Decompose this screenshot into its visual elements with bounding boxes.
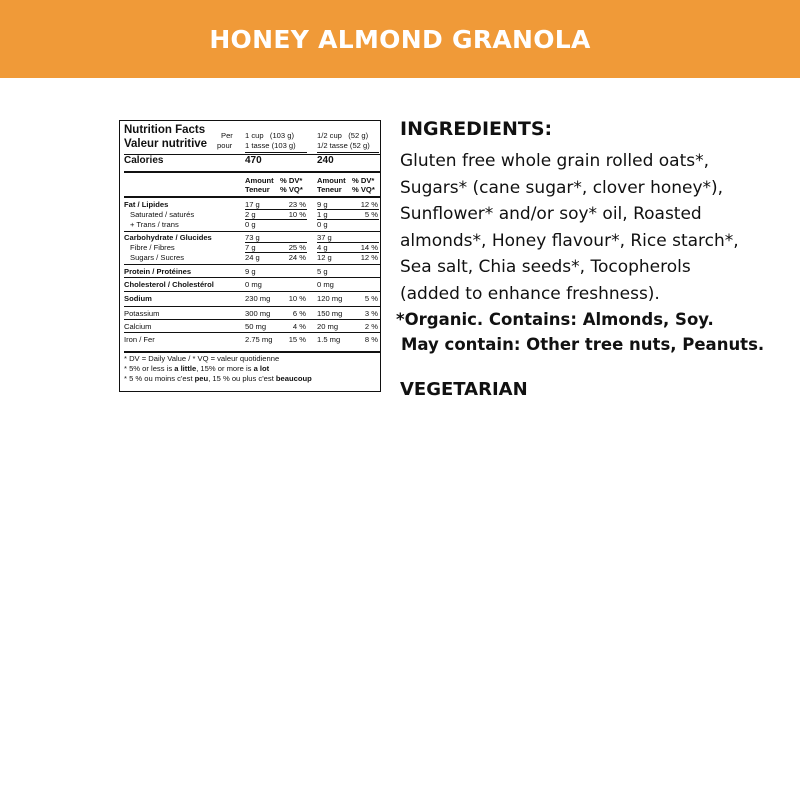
amount-en-1: Amount (245, 176, 274, 185)
calories-value-2: 240 (317, 155, 334, 166)
nutrient-dv-2: 8 % (364, 335, 378, 344)
nutrient-label: Sugars / Sucres (130, 253, 185, 262)
nutrient-amount-2: 12 g (317, 253, 332, 262)
calories-value-1: 470 (245, 155, 262, 166)
nutrient-amount-2: 150 mg (317, 309, 343, 318)
nutrient-amount-2: 1.5 mg (317, 335, 341, 344)
nutrient-dv-2: 5 % (364, 210, 378, 219)
nutrient-dv-1: 10 % (288, 210, 306, 219)
serving2-en: 1/2 cup (52 g) (317, 131, 369, 140)
nutrient-amount-1: 230 mg (245, 294, 271, 303)
ingredients-line: Sugars* (cane sugar*, clover honey*), (400, 177, 724, 198)
serving1-fr: 1 tasse (103 g) (245, 141, 296, 150)
ingredients-line: almonds*, Honey flavour*, Rice starch*, (400, 230, 739, 251)
ingredients-line: Sea salt, Chia seeds*, Tocopherols (400, 257, 691, 277)
ingredients-list (400, 148, 790, 307)
product-title: HONEY ALMOND GRANOLA (209, 24, 591, 54)
ingredients-line: Gluten free whole grain rolled oats*, (400, 151, 710, 171)
serving2-fr: 1/2 tasse (52 g) (317, 141, 370, 150)
serving1-en: 1 cup (103 g) (245, 131, 294, 140)
nutrient-amount-2: 5 g (317, 267, 328, 276)
footnote-en: * 5% or less is a little, 15% or more is a lot (124, 364, 270, 373)
dv-en-1: % DV* (280, 176, 303, 185)
nutrient-amount-2: 1 g (317, 210, 328, 219)
nutrient-label: + Trans / trans (130, 220, 179, 229)
nutrient-dv-2: 12 % (360, 200, 378, 209)
nutrient-amount-1: 9 g (245, 267, 256, 276)
nutrient-amount-1: 300 mg (245, 309, 271, 318)
per-label-en: Per (221, 131, 233, 140)
nutrient-amount-2: 9 g (317, 200, 328, 209)
nutrient-dv-2: 5 % (364, 294, 378, 303)
organic-allergen-note: *Organic. Contains: Almonds, Soy. (396, 310, 714, 329)
dv-fr-1: % VQ* (280, 185, 303, 194)
nutrient-dv-1: 25 % (288, 243, 306, 252)
nutrient-amount-2: 37 g (317, 233, 332, 242)
nutrient-amount-1: 17 g (245, 200, 260, 209)
nutrition-title-en: Nutrition Facts (124, 124, 206, 136)
nutrient-label: Saturated / saturés (130, 210, 195, 219)
may-contain-note: May contain: Other tree nuts, Peanuts. (401, 335, 765, 354)
nutrient-amount-2: 120 mg (317, 294, 343, 303)
calories-label: Calories (124, 155, 164, 166)
nutrient-dv-1: 6 % (292, 309, 306, 318)
ingredients-line: (added to enhance freshness). (400, 283, 660, 304)
title-banner (0, 0, 800, 78)
nutrient-amount-1: 73 g (245, 233, 260, 242)
nutrient-dv-1: 23 % (288, 200, 306, 209)
nutrient-amount-2: 4 g (317, 243, 328, 252)
nutrient-label: Cholesterol / Cholestérol (124, 280, 214, 289)
nutrient-amount-2: 0 mg (317, 280, 334, 289)
nutrient-amount-1: 24 g (245, 253, 260, 262)
dv-en-2: % DV* (352, 176, 375, 185)
nutrient-label: Calcium (124, 322, 152, 331)
nutrition-title-fr: Valeur nutritive (124, 138, 208, 150)
nutrient-label: Potassium (124, 309, 160, 318)
amount-en-2: Amount (317, 176, 346, 185)
nutrient-dv-2: 3 % (364, 309, 378, 318)
nutrition-facts-table (119, 120, 381, 392)
nutrient-label: Carbohydrate / Glucides (124, 233, 212, 242)
ingredients-line: Sunflower* and/or soy* oil, Roasted (400, 204, 702, 224)
dv-fr-2: % VQ* (352, 185, 375, 194)
nutrient-amount-1: 2.75 mg (245, 335, 273, 344)
nutrient-amount-1: 50 mg (245, 322, 267, 331)
ingredients-block (396, 118, 790, 400)
nutrient-amount-1: 7 g (245, 243, 256, 252)
vegetarian-label: VEGETARIAN (400, 379, 528, 400)
per-label-fr: pour (217, 141, 233, 150)
nutrient-dv-1: 10 % (288, 294, 306, 303)
nutrient-amount-2: 20 mg (317, 322, 339, 331)
nutrient-dv-1: 4 % (292, 322, 306, 331)
footnote-fr: * 5 % ou moins c'est peu, 15 % ou plus c'est beaucoup (124, 374, 312, 383)
nutrient-dv-2: 2 % (364, 322, 378, 331)
nutrient-amount-1: 0 mg (245, 280, 262, 289)
nutrient-amount-1: 0 g (245, 220, 256, 229)
nutrient-label: Iron / Fer (124, 335, 155, 344)
nutrient-dv-2: 14 % (360, 243, 378, 252)
nutrient-label: Protein / Protéines (124, 267, 192, 276)
nutrient-amount-1: 2 g (245, 210, 256, 219)
nutrient-label: Fat / Lipides (124, 200, 169, 209)
nutrient-dv-2: 12 % (360, 253, 378, 262)
footnote-dv: * DV = Daily Value / * VQ = valeur quotidienne (124, 354, 280, 363)
ingredients-heading: INGREDIENTS: (400, 118, 553, 140)
nutrient-label: Sodium (124, 294, 152, 303)
nutrient-dv-1: 24 % (288, 253, 306, 262)
amount-fr-2: Teneur (317, 185, 342, 194)
nutrient-dv-1: 15 % (288, 335, 306, 344)
amount-fr-1: Teneur (245, 185, 270, 194)
nutrient-label: Fibre / Fibres (130, 243, 175, 252)
nutrient-amount-2: 0 g (317, 220, 328, 229)
